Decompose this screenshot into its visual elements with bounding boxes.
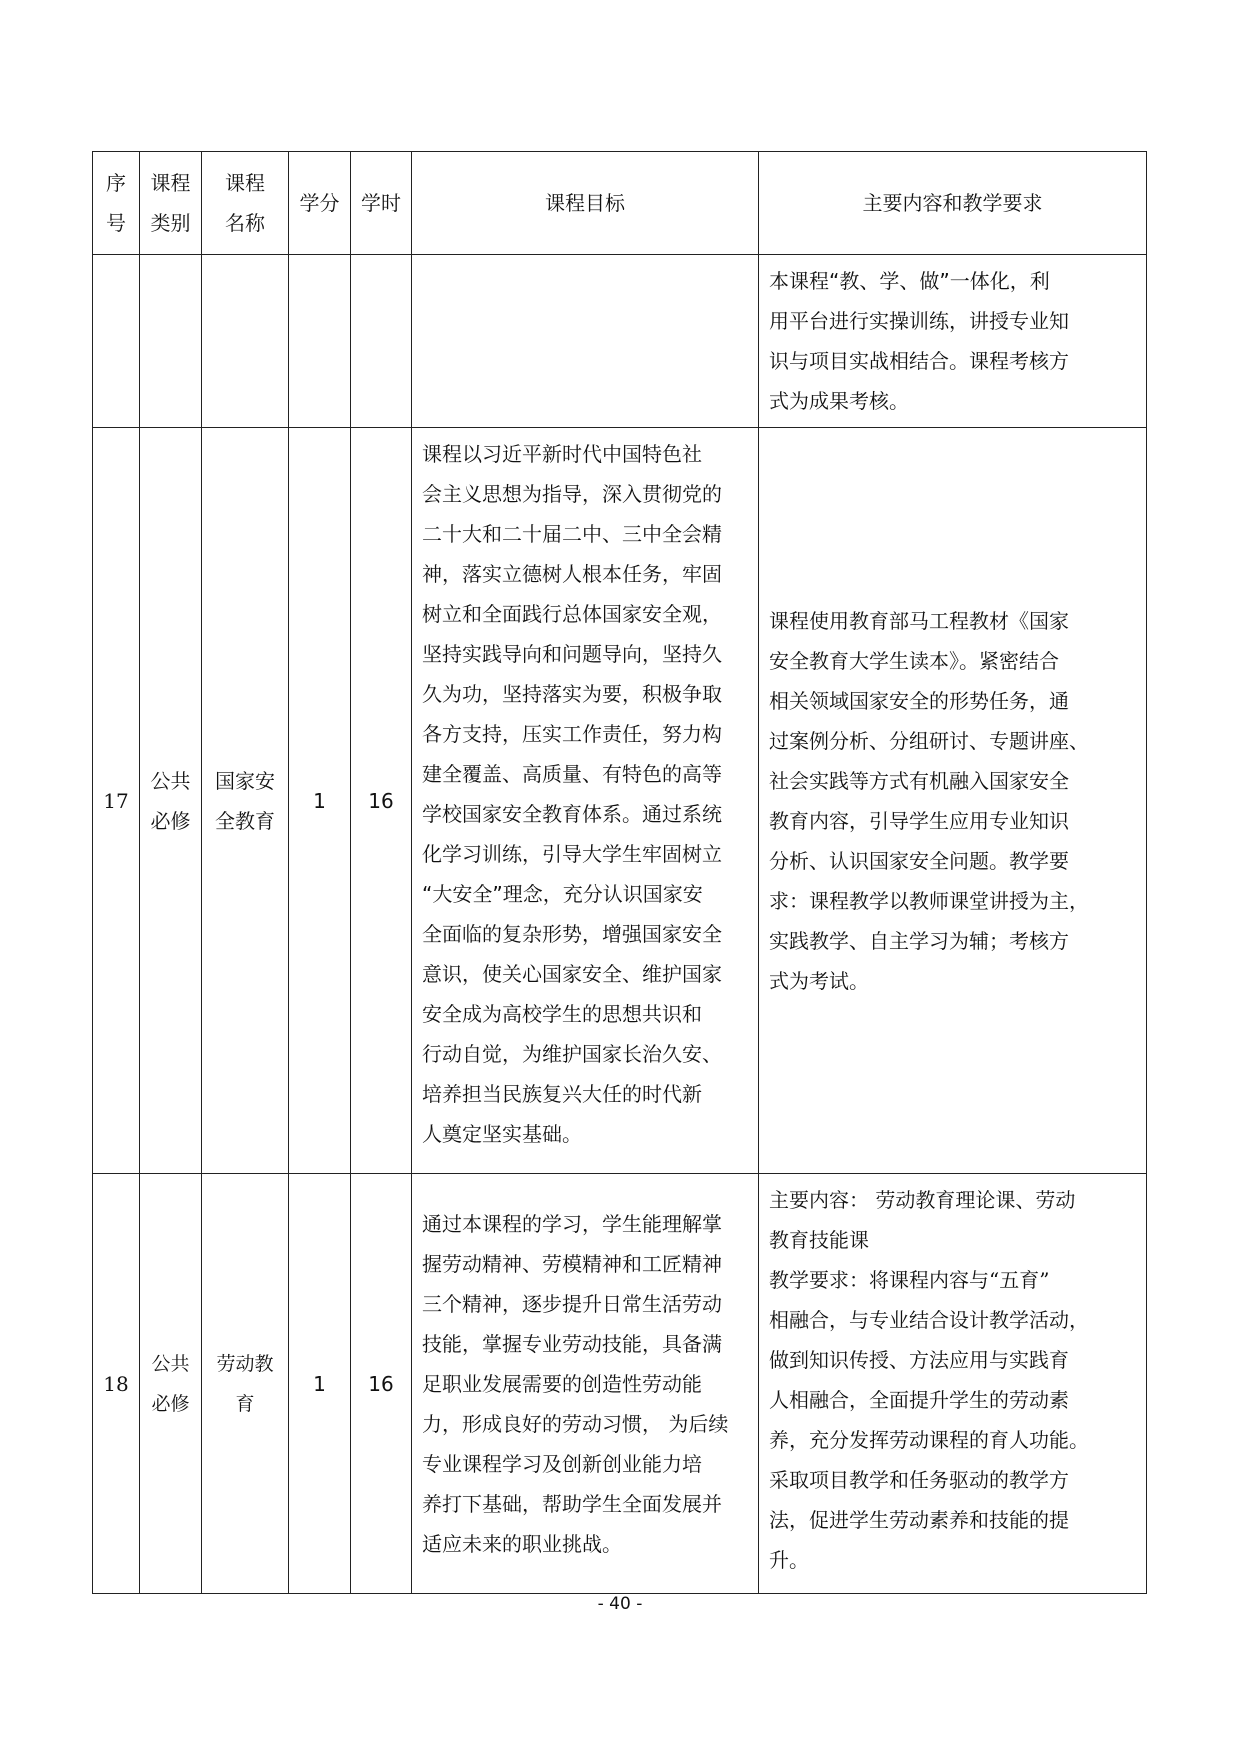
- content-line: 实践教学、自主学习为辅；考核方: [769, 928, 1069, 953]
- header-hours-text: 学时: [361, 191, 401, 215]
- goal-line: 化学习训练，引导大学生牢固树立: [422, 842, 722, 866]
- cell-category: [140, 428, 202, 1174]
- goal-line: 课程以习近平新时代中国特色社: [422, 442, 702, 466]
- cell-index: [93, 255, 140, 428]
- name-line: 育: [235, 1392, 255, 1415]
- content-line: 社会实践等方式有机融入国家安全: [769, 768, 1069, 793]
- content-line: 人相融合，全面提升学生的劳动素: [769, 1388, 1069, 1412]
- content-line: 安全教育大学生读本》。紧密结合: [769, 648, 1059, 673]
- cell-hours: 16: [351, 1174, 412, 1594]
- cell-goal: [412, 255, 759, 428]
- content-line: 相融合，与专业结合设计教学活动，: [769, 1308, 1089, 1332]
- header-category: [140, 152, 202, 255]
- cell-goal: [412, 428, 759, 1174]
- cell-index: 18: [93, 1174, 140, 1594]
- header-index-line2: 号: [106, 211, 126, 235]
- header-credits-text: 学分: [299, 191, 340, 215]
- table-row-18: [93, 1174, 1147, 1594]
- goal-line: 通过本课程的学习，学生能理解掌: [422, 1211, 722, 1236]
- goal-line: 二十大和二十届二中、三中全会精: [422, 522, 722, 546]
- category-line: 公共: [150, 768, 191, 793]
- goal-line: 养打下基础，帮助学生全面发展并: [422, 1491, 722, 1516]
- course-table: [92, 151, 1147, 1594]
- content-line: 本课程“教、学、做”一体化，利: [769, 269, 1050, 293]
- cell-name: [202, 255, 289, 428]
- header-content: [759, 152, 1147, 255]
- goal-line: 适应未来的职业挑战。: [422, 1531, 622, 1556]
- content-line: 式为考试。: [769, 968, 869, 993]
- goal-line: 技能，掌握专业劳动技能，具备满: [422, 1331, 722, 1356]
- cell-credits: [289, 255, 351, 428]
- content-line: 课程使用教育部马工程教材《国家: [769, 608, 1069, 633]
- goal-line: 安全成为高校学生的思想共识和: [422, 1002, 702, 1026]
- content-line: 教育内容，引导学生应用专业知识: [769, 808, 1069, 833]
- content-line: 采取项目教学和任务驱动的教学方: [769, 1468, 1069, 1492]
- cell-hours: 16: [351, 428, 412, 1174]
- header-name: [202, 152, 289, 255]
- header-content-text: 主要内容和教学要求: [862, 191, 1043, 215]
- category-line: 必修: [151, 1392, 190, 1415]
- header-name-line1: 课程: [225, 171, 265, 195]
- goal-line: 树立和全面践行总体国家安全观，: [422, 602, 722, 626]
- content-line: 过案例分析、分组研讨、专题讲座、: [769, 728, 1089, 753]
- goal-line: 足职业发展需要的创造性劳动能: [422, 1371, 702, 1396]
- content-line: 式为成果考核。: [769, 389, 909, 413]
- header-index: [93, 152, 140, 255]
- header-category-line2: 类别: [150, 211, 191, 235]
- content-line: 相关领域国家安全的形势任务，通: [769, 688, 1069, 713]
- content-line: 分析、认识国家安全问题。教学要: [769, 848, 1069, 873]
- header-name-line2: 名称: [225, 211, 265, 235]
- goal-line: 握劳动精神、劳模精神和工匠精神: [422, 1251, 722, 1276]
- table-row-17: [93, 428, 1147, 1174]
- header-goal: [412, 152, 759, 255]
- name-line: 劳动教: [216, 1352, 274, 1375]
- cell-goal: [412, 1174, 759, 1594]
- cell-hours: [351, 255, 412, 428]
- content-line: 用平台进行实操训练，讲授专业知: [769, 309, 1069, 333]
- name-line: 全教育: [215, 808, 275, 833]
- header-credits: [289, 152, 351, 255]
- content-line: 升。: [769, 1548, 809, 1572]
- cell-content: [759, 1174, 1147, 1594]
- goal-line: 坚持实践导向和问题导向，坚持久: [422, 642, 722, 666]
- category-line: 必修: [150, 808, 191, 833]
- category-line: 公共: [151, 1352, 190, 1375]
- header-hours: [351, 152, 412, 255]
- goal-line: 专业课程学习及创新创业能力培: [422, 1451, 702, 1476]
- goal-line: 建全覆盖、高质量、有特色的高等: [422, 762, 722, 786]
- cell-category: [140, 1174, 202, 1594]
- goal-line: 力，形成良好的劳动习惯， 为后续: [422, 1411, 729, 1436]
- goal-line: 培养担当民族复兴大任的时代新: [422, 1082, 702, 1106]
- goal-line: 学校国家安全教育体系。通过系统: [422, 802, 722, 826]
- goal-line: 全面临的复杂形势，增强国家安全: [422, 922, 722, 946]
- goal-line: 各方支持，压实工作责任，努力构: [422, 722, 722, 746]
- content-line: 养，充分发挥劳动课程的育人功能。: [769, 1428, 1089, 1452]
- header-goal-text: 课程目标: [545, 191, 625, 215]
- goal-line: 神，落实立德树人根本任务，牢固: [422, 562, 722, 586]
- cell-credits: 1: [289, 428, 351, 1174]
- content-line: 求：课程教学以教师课堂讲授为主，: [769, 888, 1089, 913]
- cell-credits: 1: [289, 1174, 351, 1594]
- cell-name: [202, 1174, 289, 1594]
- name-line: 国家安: [215, 768, 275, 793]
- goal-line: 会主义思想为指导，深入贯彻党的: [422, 482, 722, 506]
- goal-line: 人奠定坚实基础。: [422, 1122, 582, 1146]
- header-row: [93, 152, 1147, 255]
- content-line: 主要内容： 劳动教育理论课、劳动: [769, 1188, 1076, 1212]
- cell-content: [759, 428, 1147, 1174]
- page-number: - 40 -: [597, 1594, 643, 1614]
- content-line: 教学要求：将课程内容与“五育”: [769, 1268, 1050, 1292]
- cell-content: [759, 255, 1147, 428]
- header-index-line1: 序: [106, 171, 126, 195]
- cell-name: [202, 428, 289, 1174]
- cell-category: [140, 255, 202, 428]
- header-category-line1: 课程: [150, 171, 191, 195]
- goal-line: 意识，使关心国家安全、维护国家: [422, 962, 722, 986]
- goal-line: 行动自觉，为维护国家长治久安、: [422, 1042, 722, 1066]
- content-line: 法，促进学生劳动素养和技能的提: [769, 1508, 1069, 1532]
- table-row-continuation: [93, 255, 1147, 428]
- content-line: 做到知识传授、方法应用与实践育: [769, 1348, 1069, 1372]
- goal-line: 久为功，坚持落实为要，积极争取: [422, 682, 722, 706]
- content-line: 识与项目实战相结合。课程考核方: [769, 349, 1069, 373]
- cell-index: 17: [93, 428, 140, 1174]
- content-line: 教育技能课: [769, 1228, 869, 1252]
- goal-line: “大安全”理念，充分认识国家安: [422, 882, 703, 906]
- goal-line: 三个精神，逐步提升日常生活劳动: [422, 1291, 722, 1316]
